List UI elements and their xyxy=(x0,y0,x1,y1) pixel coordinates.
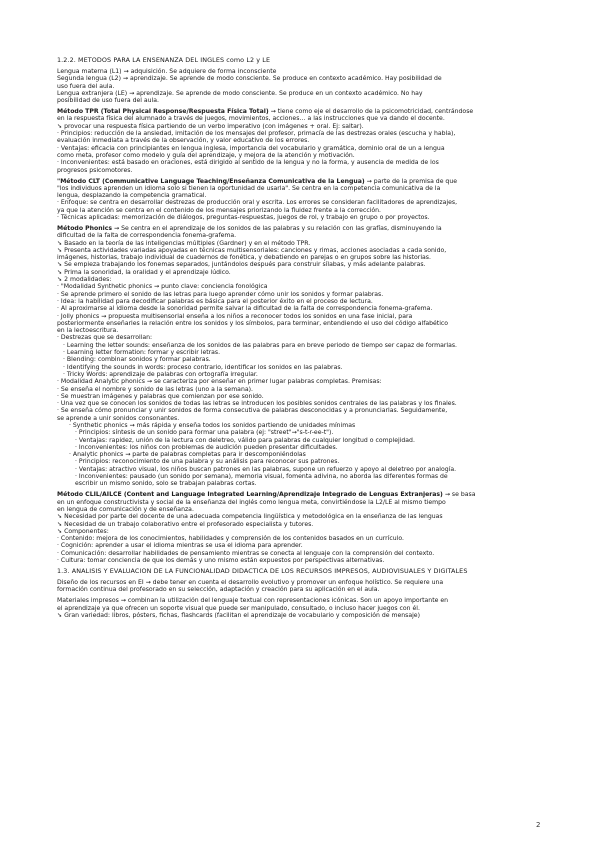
method-name: Método TPR (Total Physical Response/Respuesta Física Total) xyxy=(57,108,269,116)
text-line: · Blending: combinar sonidos y formar palabras. xyxy=(63,356,211,364)
text-line: · Tricky Words: aprendizaje de palabras con ortografía irregular. xyxy=(63,370,258,378)
text-line: · Principios: síntesis de un sonido para formar una palabra (ej: "street"→"s-t-r-ee-t"). xyxy=(75,429,334,437)
text-line: · Inconvenientes: pausado (un sonido por semana), memoria visual, fomenta adivina, no aborda las diferentes formas de xyxy=(75,473,448,481)
text-line: · Comunicación: desarrollar habilidades de pensamiento mientras se conecta al lenguaje con la comprensión del contexto. xyxy=(57,549,435,557)
text-line: en la respuesta física del alumnado a través de juegos, movimientos, acciones… a las instrucciones que va dando el docente. xyxy=(57,115,445,123)
text-line: · Enfoque: se centra en desarrollar destrezas de producción oral y escrita. Los errores se consideran facilitadores de aprendizajes, xyxy=(57,199,458,207)
text-line: posteriormente enseñarles la relación entre los sonidos y los símbolos, para terminar, entendiendo el uso del código alfabético xyxy=(57,319,449,327)
text-line: · Destrezas que se desarrollan: xyxy=(57,334,153,342)
text-line: el aprendizaje ya que ofrecen un soporte visual que puede ser manipulado, consultado, o incluso hacer juegos con él. xyxy=(57,604,420,612)
section-heading: 1.3. ANÁLISIS Y EVALUACIÓN DE LA FUNCIONALIDAD DIDÁCTICA DE LOS RECURSOS IMPRESOS, AUDIOVISUALES Y DIGITALES xyxy=(57,568,468,576)
text-line: · Identifying the sounds in words: proceso contrario, identificar los sonidos en las palabras. xyxy=(63,363,343,371)
text-line: Segunda lengua (L2) → aprendizaje. Se aprende de modo consciente. Se produce en contexto académico. Hay posibilidad de xyxy=(57,75,442,83)
text-line: dificultad de la falta de correspondencia fonema-grafema. xyxy=(57,232,237,240)
text-line: · Contenido: mejora de los conocimientos, habilidades y comprensión de los contenidos basados en un currículo. xyxy=(57,535,404,543)
text-line: en lengua de comunicación y de enseñanza. xyxy=(57,505,194,513)
text-line: · Al aproximarse al idioma desde la sonoridad permite salvar la dificultad de la falta de correspondencia fonema-grafema. xyxy=(57,305,433,313)
text-line: · Se aprende primero el sonido de las letras para luego aprender cómo unir los sonidos y formar palabras. xyxy=(57,290,384,298)
text-line: Método CLIL/AILCE (Content and Language Integrated Learning/Aprendizaje Integrado de Lenguas Extranjeras) → se basa xyxy=(57,491,476,499)
text-line: ➘ Necesidad de un trabajo colaborativo entre el profesorado especialista y tutores. xyxy=(57,520,314,528)
text-line: · Jolly phonics → propuesta multisensorial enseña a los niños a reconocer todos los sonidos en una fase inicial, para xyxy=(57,312,413,320)
text-line: · Técnicas aplicadas: memorización de diálogos, preguntas-respuestas, juegos de rol, y trabajo en grupo o por proyectos. xyxy=(57,214,430,221)
text-line: se aprende a unir sonidos consonantes. xyxy=(57,414,180,422)
text-line: ➘ provocar una respuesta física partiendo de un verbo imperativo (con imágenes + oral. Ej: saltar). xyxy=(57,122,364,130)
document-body xyxy=(57,57,557,619)
text-line: Método TPR (Total Physical Response/Respuesta Física Total) → tiene como eje el desarrollo de la psicomotricidad, centrándose xyxy=(57,108,474,116)
section-heading: 1.2.2. MÉTODOS PARA LA ENSEÑANZA DEL INGLÉS como L2 y LE xyxy=(57,57,271,64)
text-line: · Modalidad Analytic phonics → se caracteriza por enseñar en primer lugar palabras completas. Premisas: xyxy=(57,378,382,386)
method-name: Método Phonics xyxy=(57,224,113,232)
text-line: "Método CLT (Communicative Language Teaching/Enseñanza Comunicativa de la Lengua) → parte de la premisa de que xyxy=(57,177,458,185)
text-line: · Ventajas: eficacia con principiantes en lengua inglesa, importancia del vocabulario y gramática, dominio oral de un a lengua xyxy=(57,144,445,152)
text-line: · Inconvenientes: los niños con problemas de audición pueden presentar dificultades. xyxy=(75,443,338,451)
method-name: Método CLIL/AILCE (Content and Language Integrated Learning/Aprendizaje Integrado de Lenguas Extranjeras) xyxy=(57,491,443,499)
text-line: ➘ Gran variedad: libros, pósters, fichas, flashcards (facilitan el aprendizaje de vocabulario y composición de mensaje) xyxy=(57,611,420,619)
text-line: ➘ Necesidad por parte del docente de una adecuada competencia lingüística y metodológica en la enseñanza de las lenguas xyxy=(57,513,443,521)
text-line: ➘ Presenta actividades variadas apoyadas en técnicas multisensoriales: canciones y rimas, acciones asociadas a cada sonido, xyxy=(57,246,447,254)
text-line: imágenes, historias, trabajo individual de cuadernos de fonética, y debatiendo en parejas o en grupos sobre las historias. xyxy=(57,254,431,262)
text-line: · Learning letter formation: formar y escribir letras. xyxy=(63,349,221,357)
text-line: · Idea: la habilidad para decodificar palabras es básica para el posterior éxito en el proceso de lectura. xyxy=(57,297,373,305)
text-line: · Ventajas: atractivo visual, los niños buscan patrones en las palabras, supone un refuerzo y apoyo al deletreo por analogía. xyxy=(75,465,457,473)
text-line: ya que la atención se centra en el contenido de los mensajes priorizando la fluidez frente a la corrección. xyxy=(57,206,382,214)
text-line: ➘ 2 modalidades: xyxy=(57,276,112,284)
text-line: · Cognición: aprender a usar el idioma mientras se usa el idioma para aprender. xyxy=(57,542,303,550)
text-line: · "Modalidad Synthetic phonics → punto clave: conciencia fonológica xyxy=(57,283,268,291)
text-line: uso fuera del aula. xyxy=(57,82,115,90)
page-number: 2 xyxy=(536,821,541,829)
text-line: formación continua del profesorado en su selección, adaptación y creación para su aplicación en el aula. xyxy=(57,586,380,594)
text-line: como meta, profesor como modelo y guía del aprendizaje, y mejora de la atención y motivación. xyxy=(57,151,355,159)
text-line: ➘ Componentes: xyxy=(57,527,109,535)
text-line: · Synthetic phonics → más rápida y enseña todos los sonidos partiendo de unidades mínimas xyxy=(69,422,356,429)
text-line: Lengua materna (L1) → adquisición. Se adquiere de forma inconsciente xyxy=(57,67,277,75)
method-name: "Método CLT (Communicative Language Teaching/Enseñanza Comunicativa de la Lengua) xyxy=(57,177,365,185)
text-line: en un enfoque constructivista y social de la enseñanza del inglés como lengua meta, convirtiéndose la L2/LE al mismo tiempo xyxy=(57,498,446,506)
text-line: lengua, desplazando la competencia gramatical. xyxy=(57,192,207,200)
text-line: "los individuos aprenden un idioma solo si tienen la oportunidad de usarla". Se centra en la competencia comunicativa de la xyxy=(57,184,441,192)
text-line: ➘ Se empieza trabajando los fonemas separados, juntándolos después para construir sílabas, y más adelante palabras. xyxy=(57,261,426,269)
text-line: · Se enseña el nombre y sonido de las letras (uno a la semana). xyxy=(57,385,253,393)
text-line: escribir un mismo sonido, solo se trabajan palabras cortas. xyxy=(75,480,257,488)
text-line: progresos psicomotores. xyxy=(57,166,133,174)
text-line: Materiales impresos → combinan la utilización del lenguaje textual con representaciones icónicas. Son un apoyo importante en xyxy=(57,597,449,605)
text-line: Lengua extranjera (LE) → aprendizaje. Se aprende de modo consciente. Se produce en un contexto académico. No hay xyxy=(57,89,423,97)
text-line: ➘ Basado en la teoría de las inteligencias múltiples (Gardner) y en el método TPR. xyxy=(57,239,311,247)
text-line: · Inconvenientes: está basado en oraciones, está dirigido al sentido de la lengua y no la forma, y ausencia de medida de los xyxy=(57,159,439,167)
text-line: · Analytic phonics → parte de palabras completas para ir descomponiéndolas xyxy=(69,451,306,459)
text-line: · Principios: reconocimiento de una palabra y su análisis para reconocer sus patrones. xyxy=(75,458,340,466)
text-line: · Se muestran imágenes y palabras que comienzan por ese sonido. xyxy=(57,392,264,400)
text-line: · Una vez que se conocen los sonidos de todas las letras se introducen los posibles sonidos centrales de las palabras y los finales. xyxy=(57,400,457,408)
text-line: Método Phonics → Se centra en el aprendizaje de los sonidos de las palabras y su relación con las grafías, disminuyendo la xyxy=(57,224,442,232)
text-line: · Cultura: tomar conciencia de que los demás y uno mismo están expuestos por perspectivas alternativas. xyxy=(57,557,385,565)
text-line: · Se enseña cómo pronunciar y unir sonidos de forma consecutiva de palabras desconocidas y a pronunciarlas. Seguidamente, xyxy=(57,407,448,415)
text-line: · Learning the letter sounds: enseñanza de los sonidos de las palabras para en breve periodo de tiempo ser capaz de formarlas. xyxy=(63,341,458,349)
text-line: posibilidad de uso fuera del aula. xyxy=(57,97,159,105)
text-line: · Principios: reducción de la ansiedad, imitación de los mensajes del profesor, primacía de las destrezas orales (escucha y habla), xyxy=(57,130,456,138)
text-line: evaluación inmediata a través de la observación, y valor educativo de los errores. xyxy=(57,137,310,145)
text-line: Diseño de los recursos en EI → debe tener en cuenta el desarrollo evolutivo y promover un enfoque holístico. Se requiere una xyxy=(57,579,444,586)
text-line: · Ventajas: rapidez, unión de la lectura con deletreo, válido para palabras de cualquier longitud o complejidad. xyxy=(75,436,415,444)
text-line: en la lectoescritura. xyxy=(57,327,119,335)
text-line: ➘ Prima la sonoridad, la oralidad y el aprendizaje lúdico. xyxy=(57,268,231,276)
